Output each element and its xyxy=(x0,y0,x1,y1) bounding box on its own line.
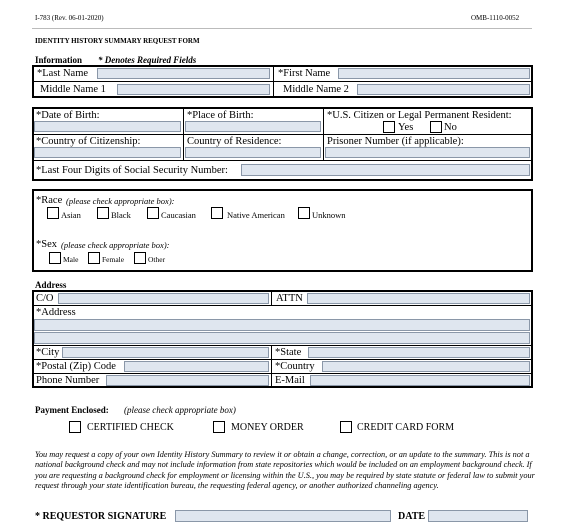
race-native-american-label: Native American xyxy=(227,210,285,220)
middle-name-2-field[interactable] xyxy=(357,84,530,95)
address-col-bottom xyxy=(271,345,272,387)
credit-card-form-label: CREDIT CARD FORM xyxy=(357,422,455,433)
money-order-label: MONEY ORDER xyxy=(231,422,304,433)
country-label: *Country xyxy=(275,361,315,372)
sex-other-checkbox[interactable] xyxy=(134,252,146,264)
city-label: *City xyxy=(36,347,60,358)
prisoner-label: Prisoner Number (if applicable): xyxy=(327,136,464,147)
birth-row-2 xyxy=(33,160,532,161)
middle-name-1-label: Middle Name 1 xyxy=(40,84,106,95)
country-residence-field[interactable] xyxy=(185,147,321,158)
address-row-2 xyxy=(33,345,532,346)
sex-hint: (please check appropriate box): xyxy=(61,240,170,250)
last-name-field[interactable] xyxy=(97,68,270,79)
race-black-label: Black xyxy=(111,210,131,220)
citizen-no-checkbox[interactable] xyxy=(430,121,442,133)
address-row-1 xyxy=(33,305,532,306)
credit-card-form-checkbox[interactable] xyxy=(340,421,352,433)
sex-female-checkbox[interactable] xyxy=(88,252,100,264)
postal-field[interactable] xyxy=(124,361,269,372)
race-caucasian-label: Caucasian xyxy=(161,210,196,220)
phone-label: Phone Number xyxy=(36,375,100,386)
dob-field[interactable] xyxy=(34,121,181,132)
sex-male-label: Male xyxy=(63,255,79,264)
sex-female-label: Female xyxy=(102,255,125,264)
address-row-3 xyxy=(33,359,532,360)
citizen-label: *U.S. Citizen or Legal Permanent Resident: xyxy=(327,110,512,121)
header-rule xyxy=(32,28,532,29)
sex-label: *Sex xyxy=(36,239,57,250)
first-name-field[interactable] xyxy=(338,68,530,79)
state-field[interactable] xyxy=(308,347,530,358)
co-field[interactable] xyxy=(58,293,269,304)
address-row-4 xyxy=(33,373,532,374)
race-native-american-checkbox[interactable] xyxy=(211,207,223,219)
notice-text: You may request a copy of your own Identity History Summary to review it or obtain a change, correction, or an update to the summary. This is not a national background check and may not include information from state repositories which would be included on an employment background check. If you are requesting a background check for employment or licensing within the U.S., you may be required by state statute or federal law to submit your request through your state identification bureau, the requesting federal agency, or another authorized channeling agency. xyxy=(35,450,535,490)
citizen-no-label: No xyxy=(444,122,457,133)
co-label: C/O xyxy=(36,293,54,304)
pob-field[interactable] xyxy=(185,121,321,132)
birth-row-1 xyxy=(33,134,532,135)
information-heading: Information xyxy=(35,55,82,65)
country-citizenship-label: *Country of Citizenship: xyxy=(36,136,141,147)
signature-label: * REQUESTOR SIGNATURE xyxy=(35,511,167,522)
attn-field[interactable] xyxy=(307,293,530,304)
middle-name-2-label: Middle Name 2 xyxy=(283,84,349,95)
country-residence-label: Country of Residence: xyxy=(187,136,282,147)
signature-field[interactable] xyxy=(175,510,391,522)
race-black-checkbox[interactable] xyxy=(97,207,109,219)
ssn-label: *Last Four Digits of Social Security Number: xyxy=(36,165,228,176)
email-label: E-Mail xyxy=(275,375,305,386)
address-line-1-field[interactable] xyxy=(34,319,530,331)
payment-label: Payment Enclosed: xyxy=(35,405,109,415)
money-order-checkbox[interactable] xyxy=(213,421,225,433)
citizen-yes-checkbox[interactable] xyxy=(383,121,395,133)
name-divider xyxy=(33,81,532,82)
certified-check-label: CERTIFIED CHECK xyxy=(87,422,174,433)
address-heading: Address xyxy=(35,280,67,290)
name-col-divider xyxy=(273,66,274,97)
address-col-top xyxy=(271,291,272,305)
state-label: *State xyxy=(275,347,302,358)
city-field[interactable] xyxy=(62,347,269,358)
sex-male-checkbox[interactable] xyxy=(49,252,61,264)
address-label: *Address xyxy=(36,307,76,318)
ssn-field[interactable] xyxy=(241,164,530,176)
required-note: * Denotes Required Fields xyxy=(98,55,197,65)
date-field[interactable] xyxy=(428,510,528,522)
pob-label: *Place of Birth: xyxy=(187,110,254,121)
race-caucasian-checkbox[interactable] xyxy=(147,207,159,219)
race-asian-label: Asian xyxy=(61,210,81,220)
email-field[interactable] xyxy=(310,375,530,386)
country-field[interactable] xyxy=(322,361,530,372)
attn-label: ATTN xyxy=(276,293,303,304)
race-hint: (please check appropriate box): xyxy=(66,196,175,206)
form-title: IDENTITY HISTORY SUMMARY REQUEST FORM xyxy=(35,37,200,45)
payment-hint: (please check appropriate box) xyxy=(124,405,236,415)
phone-field[interactable] xyxy=(106,375,269,386)
race-unknown-label: Unknown xyxy=(312,210,346,220)
race-asian-checkbox[interactable] xyxy=(47,207,59,219)
race-label: *Race xyxy=(36,195,63,206)
last-name-label: *Last Name xyxy=(37,68,89,79)
country-citizenship-field[interactable] xyxy=(34,147,181,158)
certified-check-checkbox[interactable] xyxy=(69,421,81,433)
sex-other-label: Other xyxy=(148,255,166,264)
prisoner-field[interactable] xyxy=(325,147,530,158)
date-label: DATE xyxy=(398,511,426,522)
address-line-2-field[interactable] xyxy=(34,332,530,344)
dob-label: *Date of Birth: xyxy=(36,110,100,121)
first-name-label: *First Name xyxy=(278,68,331,79)
race-unknown-checkbox[interactable] xyxy=(298,207,310,219)
omb-number: OMB-1110-0052 xyxy=(471,14,520,22)
citizen-yes-label: Yes xyxy=(398,122,414,133)
form-id: I-783 (Rev. 06-01-2020) xyxy=(35,14,104,22)
middle-name-1-field[interactable] xyxy=(117,84,270,95)
postal-label: *Postal (Zip) Code xyxy=(36,361,116,372)
